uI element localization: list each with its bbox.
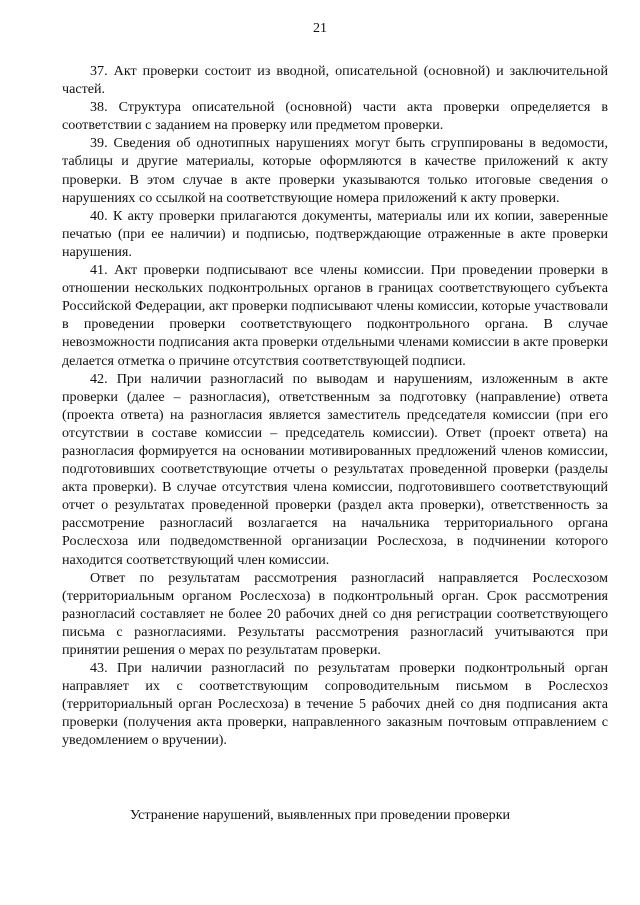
paragraph-41: 41. Акт проверки подписывают все члены комиссии. При проведении проверки в отношении нескольких подконтрольных органов в границах соответствующего субъекта Российской Федерации, акт проверки подписывают члены комиссии, которые участвовали в проведении проверки соответствующего подконтрольного органа. В случае невозможности подписания акта проверки отдельными членами комиссии в акте проверки делается отметка о причине отсутствия соответствующей подписи.: [62, 262, 608, 369]
paragraph-42-response: Ответ по результатам рассмотрения разногласий направляется Рослесхозом (территориальным органом Рослесхоза) в подконтрольный орган. Срок рассмотрения разногласий составляет не более 20 рабочих дней со дня регистрации соответствующего письма с разногласиями. Результаты рассмотрения разногласий учитываются при принятии решения о мерах по результатам проверки.: [62, 569, 608, 658]
paragraph-38: 38. Структура описательной (основной) части акта проверки определяется в соответствии с заданием на проверку или предметом проверки.: [62, 99, 608, 134]
paragraph-37: 37. Акт проверки состоит из вводной, описательной (основной) и заключительной частей.: [62, 63, 608, 98]
page-number: 21: [313, 21, 327, 36]
paragraph-40: 40. К акту проверки прилагаются документы, материалы или их копии, заверенные печатью (при ее наличии) и подписью, подтверждающие отраженные в акте проверки нарушения.: [62, 207, 608, 260]
paragraph-42: 42. При наличии разногласий по выводам и нарушениям, изложенным в акте проверки (далее – разногласия), ответственным за подготовку (направление) ответа (проекта ответа) на разногласия является заместитель председателя комиссии (при его отсутствии в составе комиссии – председатель комиссии). Ответ (проект ответа) на разногласия формируется на основании мотивированных предложений членов комиссии, подготовивших соответствующие отчеты о результатах проведенной проверки (разделы акта проверки). В случае отсутствия члена комиссии, подготовившего соответствующий отчет о результатах проведенной проверки (раздел акта проверки), ответственность за рассмотрение разногласий возлагается на начальника территориального органа Рослесхоза или подведомственной организации Рослесхоза, в подчинении которого находится соответствующий член комиссии.: [62, 370, 608, 568]
paragraph-39: 39. Сведения об однотипных нарушениях могут быть сгруппированы в ведомости, таблицы и другие материалы, которые оформляются в качестве приложений к акту проверки. В этом случае в акте проверки указываются только итоговые сведения о нарушениях со ссылкой на соответствующие номера приложений к акту проверки.: [62, 135, 608, 206]
document-body: [62, 62, 608, 750]
section-heading: Устранение нарушений, выявленных при проведении проверки: [129, 807, 511, 823]
paragraph-43: 43. При наличии разногласий по результатам проверки подконтрольный орган направляет их с соответствующим сопроводительным письмом в Рослесхоз (территориальный орган Рослесхоза) в течение 5 рабочих дней со дня подписания акта проверки (получения акта проверки, направленного заказным почтовым отправлением с уведомлением о вручении).: [62, 660, 608, 749]
